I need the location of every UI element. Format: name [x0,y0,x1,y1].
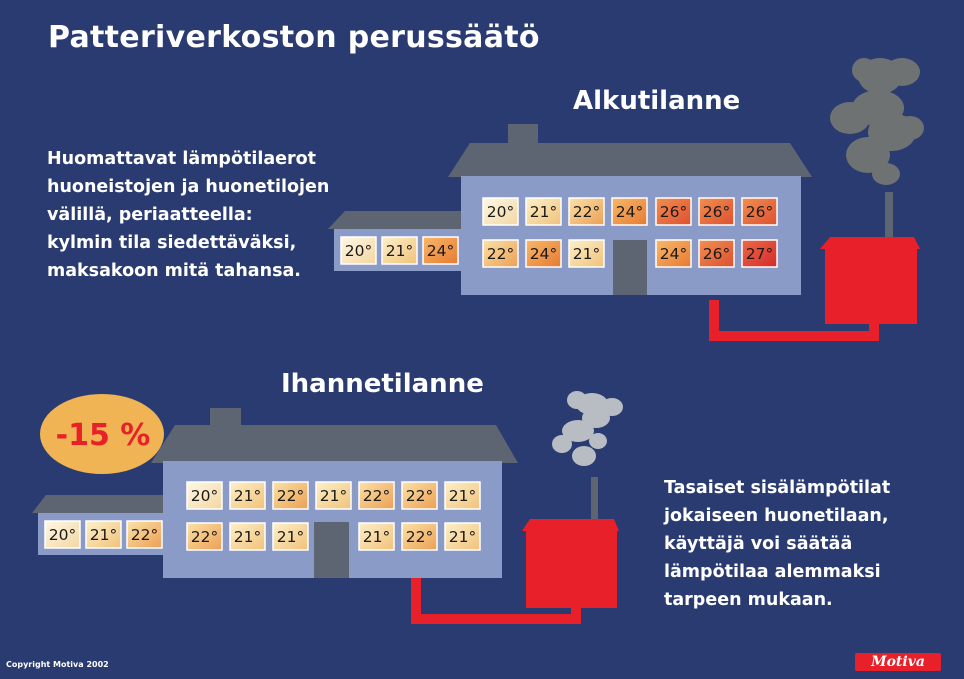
wing-room-3-temp: 24° [426,242,455,260]
savings-badge-label: -15 % [55,418,151,453]
upper-room-1-temp: 20° [486,203,515,221]
wing-room-3-temp: 22° [130,526,159,544]
lower-left-room-3-temp: 21° [276,528,305,546]
upper-room-1-temp: 20° [190,487,219,505]
initial-description: Huomattavat lämpötilaerot huoneistojen ja huonetilojen välillä, periaatteella: kylmin tila siedettäväksi, maksakoon mitä tahansa. [47,149,330,281]
upper-room-7-temp: 26° [745,203,774,221]
lower-right-room-2-temp: 26° [702,245,731,263]
wing-room-2-temp: 21° [89,526,118,544]
chimney [508,124,538,146]
upper-room-2-temp: 21° [529,203,558,221]
ideal-heading: Ihannetilanne [281,369,484,399]
page-title: Patteriverkoston perussäätö [48,20,540,55]
upper-room-5-temp: 26° [659,203,688,221]
ideal-description: Tasaiset sisälämpötilat jokaiseen huonetilaan, käyttäjä voi säätää lämpötilaa alemmaksi tarpeen mukaan. [664,478,891,610]
copyright: Copyright Motiva 2002 [6,660,109,669]
initial-scene [328,58,924,336]
upper-room-4-temp: 24° [615,203,644,221]
wing-room-2-temp: 21° [385,242,414,260]
boiler [825,249,917,324]
initial-heading: Alkutilanne [573,86,741,116]
door [613,240,647,295]
wing-room-1-temp: 20° [48,526,77,544]
door-ideal [314,522,349,578]
lower-left-room-1-temp: 22° [486,245,515,263]
upper-room-4-temp: 21° [319,487,348,505]
upper-room-2-temp: 21° [233,487,262,505]
lower-left-room-2-temp: 21° [233,528,262,546]
smoke-dark [830,58,924,185]
lower-right-room-2-temp: 22° [405,528,434,546]
lower-left-room-3-temp: 21° [572,245,601,263]
smoke-light [552,391,623,466]
upper-room-3-temp: 22° [572,203,601,221]
lower-right-room-3-temp: 21° [448,528,477,546]
upper-room-6-temp: 26° [702,203,731,221]
chimney-ideal [210,408,241,429]
upper-room-7-temp: 21° [448,487,477,505]
upper-room-3-temp: 22° [276,487,305,505]
motiva-logo: Motiva [855,653,941,671]
lower-right-room-1-temp: 21° [362,528,391,546]
upper-room-5-temp: 22° [362,487,391,505]
lower-right-room-1-temp: 24° [659,245,688,263]
lower-right-room-3-temp: 27° [745,245,774,263]
boiler-ideal [526,531,617,608]
upper-room-6-temp: 22° [405,487,434,505]
lower-left-room-2-temp: 24° [529,245,558,263]
lower-left-room-1-temp: 22° [190,528,219,546]
wing-room-1-temp: 20° [344,242,373,260]
